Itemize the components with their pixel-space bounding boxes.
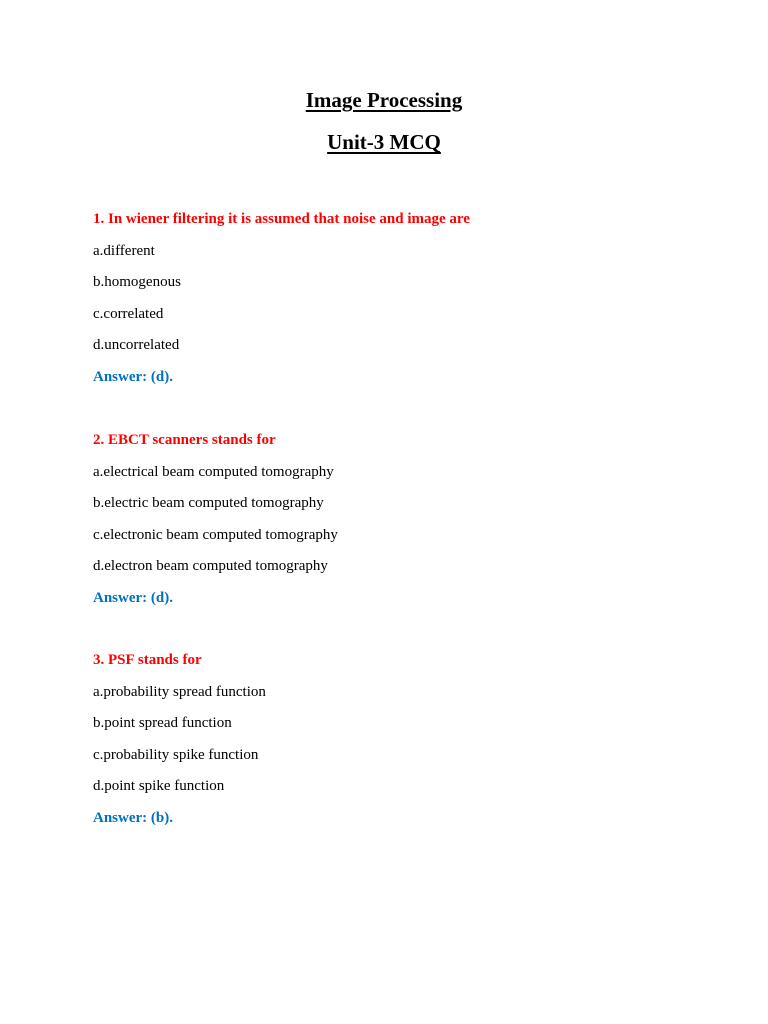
option-a: a.different [93, 242, 155, 259]
option-d: d.electron beam computed tomography [93, 558, 328, 574]
question-block-1 [93, 210, 713, 386]
answer-text: Answer: (d). [93, 589, 173, 606]
option-b: b.point spread function [93, 715, 232, 731]
answer-text: Answer: (b). [93, 809, 173, 826]
question-text: 3. PSF stands for [93, 652, 202, 668]
option-c: c.probability spike function [93, 746, 259, 763]
document-subtitle: Unit-3 MCQ [327, 130, 441, 154]
question-block-3 [93, 651, 713, 827]
option-b: b.homogenous [93, 274, 181, 290]
question-text: 2. EBCT scanners stands for [93, 432, 276, 448]
question-block-2 [93, 431, 713, 607]
option-a: a.probability spread function [93, 683, 266, 700]
option-a: a.electrical beam computed tomography [93, 463, 334, 480]
option-c: c.electronic beam computed tomography [93, 526, 338, 543]
option-c: c.correlated [93, 305, 164, 322]
option-d: d.uncorrelated [93, 337, 180, 353]
answer-text: Answer: (d). [93, 368, 173, 385]
option-b: b.electric beam computed tomography [93, 495, 324, 511]
option-d: d.point spike function [93, 778, 225, 794]
question-text: 1. In wiener filtering it is assumed that noise and image are [93, 211, 470, 227]
document-title: Image Processing [305, 88, 463, 112]
